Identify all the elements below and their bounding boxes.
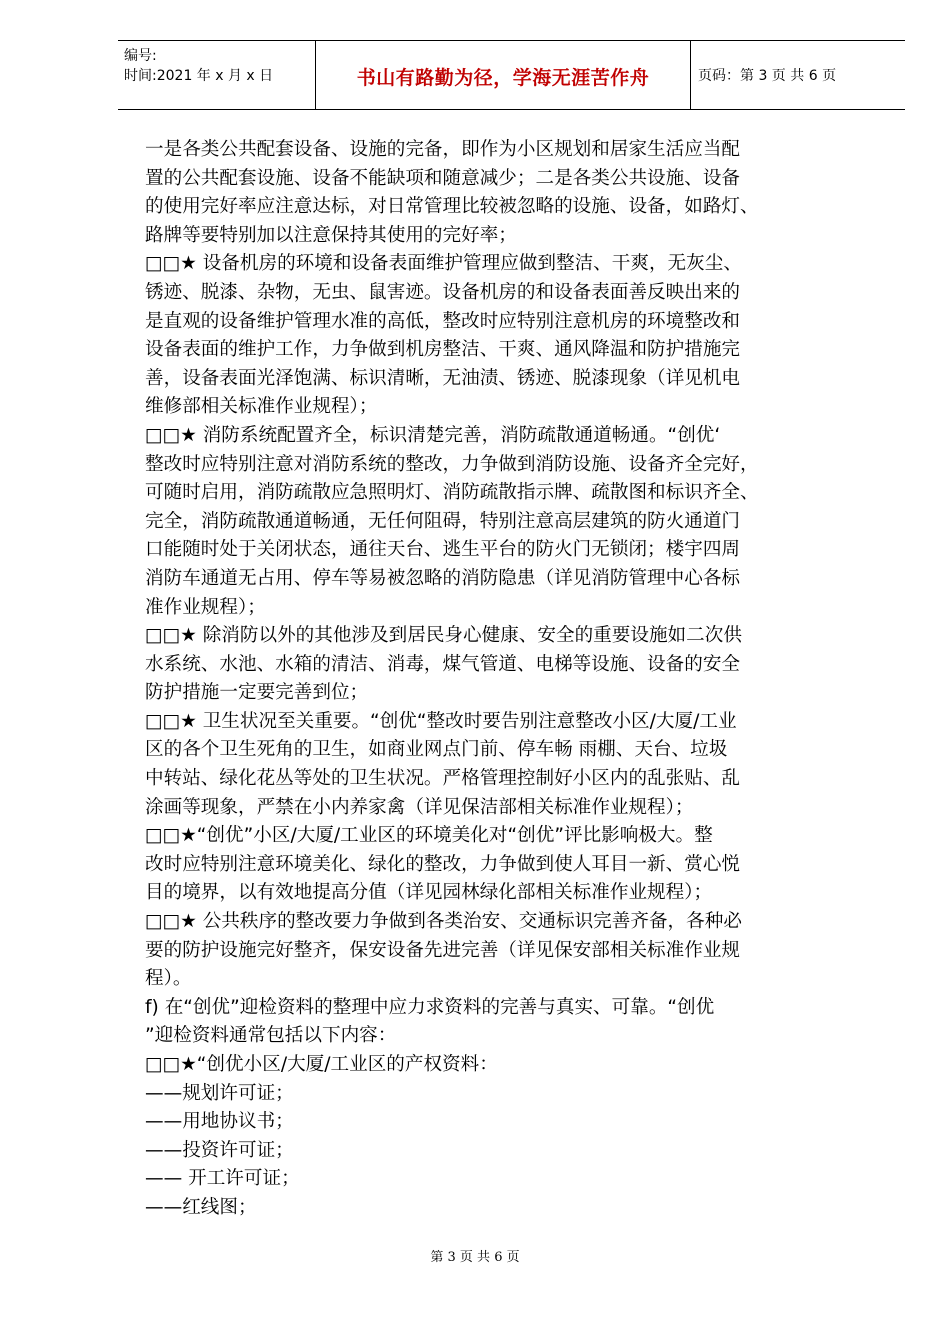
body-text-line: □□★ 除消防以外的其他涉及到居民身心健康、安全的重要设施如二次供 (145, 625, 742, 647)
document-body (145, 136, 865, 1223)
body-text-line: ”迎检资料通常包括以下内容： (145, 1025, 397, 1047)
body-text-line: 是直观的设备维护管理水准的高低，整改时应特别注意机房的环境整改和 (145, 310, 741, 332)
body-text-line: f) 在“创优”迎检资料的整理中应力求资料的完善与真实、可靠。“创优 (145, 996, 715, 1018)
header-motto-cell (315, 41, 691, 109)
body-text-line: 一是各类公共配套设备、设施的完备，即作为小区规划和居家生活应当配 (145, 139, 741, 160)
body-text-line: ——红线图； (145, 1196, 257, 1218)
header-page-cell (690, 41, 905, 109)
body-text-line: 的使用完好率应注意达标，对日常管理比较被忽略的设施、设备，如路灯、 (145, 196, 759, 218)
body-text-line: □□★ 消防系统配置齐全，标识清楚完善，消防疏散通道畅通。“创优‘ (145, 424, 721, 446)
body-text-line: 锈迹、脱漆、杂物，无虫、鼠害迹。设备机房的和设备表面善反映出来的 (145, 281, 741, 303)
body-text-line: 要的防护设施完好整齐，保安设备先进完善（详见保安部相关标准作业规 (145, 939, 741, 961)
body-text-line: 改时应特别注意环境美化、绿化的整改，力争做到使人耳目一新、赏心悦 (145, 853, 741, 875)
body-text-line: □□★ 设备机房的环境和设备表面维护管理应做到整洁、干爽，无灰尘、 (145, 253, 742, 275)
body-text-line: ——用地协议书； (145, 1111, 294, 1133)
body-text-line: 整改时应特别注意对消防系统的整改，力争做到消防设施、设备齐全完好， (145, 453, 759, 475)
header-motto: 书山有路勤为径，学海无涯苦作舟 (356, 67, 650, 89)
body-text-line: □□★ 卫生状况至关重要。“创优“整改时要告别注意整改小区/大厦/工业 (145, 710, 737, 732)
body-text-line: □□★“创优”小区/大厦/工业区的环境美化对“创优”评比影响极大。整 (145, 825, 713, 847)
page-header (118, 40, 905, 110)
body-text-line: 善，设备表面光泽饱满、标识清晰，无油渍、锈迹、脱漆现象（详见机电 (145, 367, 741, 389)
header-page-code: 页码：第 3 页 共 6 页 (698, 68, 837, 84)
body-text-line: 目的境界，以有效地提高分值（详见园林绿化部相关标准作业规程）； (145, 882, 713, 904)
body-text-line: 路牌等要特别加以注意保持其使用的完好率； (145, 224, 517, 246)
body-text-line: □□★“创优小区/大厦/工业区的产权资料： (145, 1054, 498, 1075)
body-text-line: 程）。 (145, 968, 192, 990)
body-text-line: 设备表面的维护工作，力争做到机房整洁、干爽、通风降温和防护措施完 (145, 339, 741, 361)
body-text-line: 准作业规程）； (145, 596, 266, 618)
body-text-line: 维修部相关标准作业规程）； (145, 396, 378, 418)
body-text-line: ——投资许可证； (145, 1139, 294, 1161)
page-footer: 第 3 页 共 6 页 (430, 1250, 520, 1265)
body-text-line: 涂画等现象，严禁在小内养家禽（详见保洁部相关标准作业规程）； (145, 796, 694, 818)
body-text-line: 中转站、绿化花丛等处的卫生状况。严格管理控制好小区内的乱张贴、乱 (145, 768, 741, 790)
body-text-line: 口能随时处于关闭状态，通往天台、逃生平台的防火门无锁闭；楼宇四周 (145, 539, 741, 561)
body-text-line: —— 开工许可证； (145, 1168, 300, 1190)
body-text-line: 水系统、水池、水箱的清洁、消毒，煤气管道、电梯等设施、设备的安全 (145, 653, 741, 675)
document-number-label: 编号: (124, 48, 157, 64)
body-text-line: 区的各个卫生死角的卫生，如商业网点门前、停车畅 雨棚、天台、垃圾 (145, 739, 728, 761)
body-text-line: 置的公共配套设施、设备不能缺项和随意减少；二是各类公共设施、设备 (145, 167, 741, 189)
body-text-line: 可随时启用，消防疏散应急照明灯、消防疏散指示牌、疏散图和标识齐全、 (145, 482, 759, 504)
body-text-line: 消防车通道无占用、停车等易被忽略的消防隐患（详见消防管理中心各标 (145, 567, 741, 589)
body-text-line: ——规划许可证； (145, 1082, 294, 1104)
document-time-label: 时间:2021 年 x 月 x 日 (124, 68, 274, 84)
body-text-line: 完全，消防疏散通道畅通，无任何阻碍，特别注意高层建筑的防火通道门 (145, 510, 741, 532)
header-meta-cell (118, 41, 315, 109)
body-text-line: 防护措施一定要完善到位； (145, 682, 369, 704)
body-text-line: □□★ 公共秩序的整改要力争做到各类治安、交通标识完善齐备，各种必 (145, 911, 742, 933)
